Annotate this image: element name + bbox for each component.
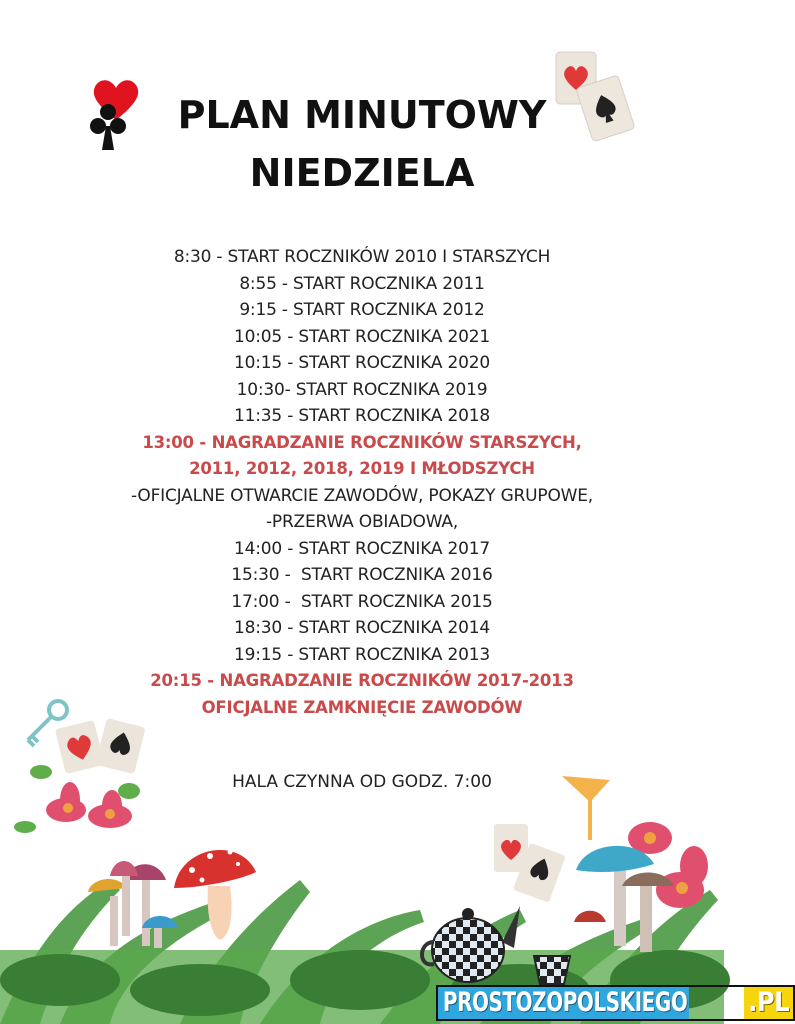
page-title: PLAN MINUTOWY: [177, 93, 547, 137]
watermark-logo: [436, 985, 795, 1021]
schedule-item-highlight: 20:15 - NAGRADZANIE ROCZNIKÓW 2017-2013: [150, 671, 574, 690]
watermark-main: PROSTOZOPOLSKIEGO: [438, 987, 689, 1019]
leaf-icon: [12, 818, 38, 836]
mushroom-icon: [570, 810, 724, 960]
schedule-item: 11:35 - START ROCZNIKA 2018: [234, 406, 490, 426]
schedule-item: -OFICJALNE OTWARCIE ZAWODÓW, POKAZY GRUPOWE,: [131, 485, 593, 506]
schedule-item-highlight: OFICJALNE ZAMKNIĘCIE ZAWODÓW: [201, 697, 523, 717]
opening-hours-note: HALA CZYNNA OD GODZ. 7:00: [232, 772, 492, 792]
schedule-item: 9:15 - START ROCZNIKA 2012: [239, 300, 485, 320]
schedule-item: -PRZERWA OBIADOWA,: [265, 512, 459, 532]
schedule-item-highlight: 2011, 2012, 2018, 2019 I MŁODSZYCH: [189, 459, 535, 478]
teapot-icon: [414, 892, 584, 992]
schedule-item: 10:05 - START ROCZNIKA 2021: [234, 326, 490, 347]
schedule-item: 15:30 - START ROCZNIKA 2016: [231, 565, 493, 585]
schedule-item: 8:55 - START ROCZNIKA 2011: [239, 273, 485, 294]
watermark-tld: .PL: [744, 987, 793, 1019]
schedule-item: 17:00 - START ROCZNIKA 2015: [231, 591, 493, 612]
page-subtitle: NIEDZIELA: [249, 151, 475, 195]
schedule-item: 14:00 - START ROCZNIKA 2017: [234, 538, 490, 559]
schedule-item: 8:30 - START ROCZNIKÓW 2010 I STARSZYCH: [173, 247, 551, 267]
mushroom-icon: [80, 836, 280, 960]
schedule-item-highlight: 13:00 - NAGRADZANIE ROCZNIKÓW STARSZYCH,: [142, 432, 582, 452]
schedule-item: 18:30 - START ROCZNIKA 2014: [234, 618, 490, 638]
schedule-item: 10:15 - START ROCZNIKA 2020: [234, 353, 490, 373]
playing-cards-icon: [54, 714, 146, 780]
schedule-item: 19:15 - START ROCZNIKA 2013: [234, 644, 490, 665]
leaf-icon: [28, 762, 54, 782]
schedule-item: 10:30- START ROCZNIKA 2019: [236, 379, 488, 400]
schedule-list: [0, 244, 724, 721]
